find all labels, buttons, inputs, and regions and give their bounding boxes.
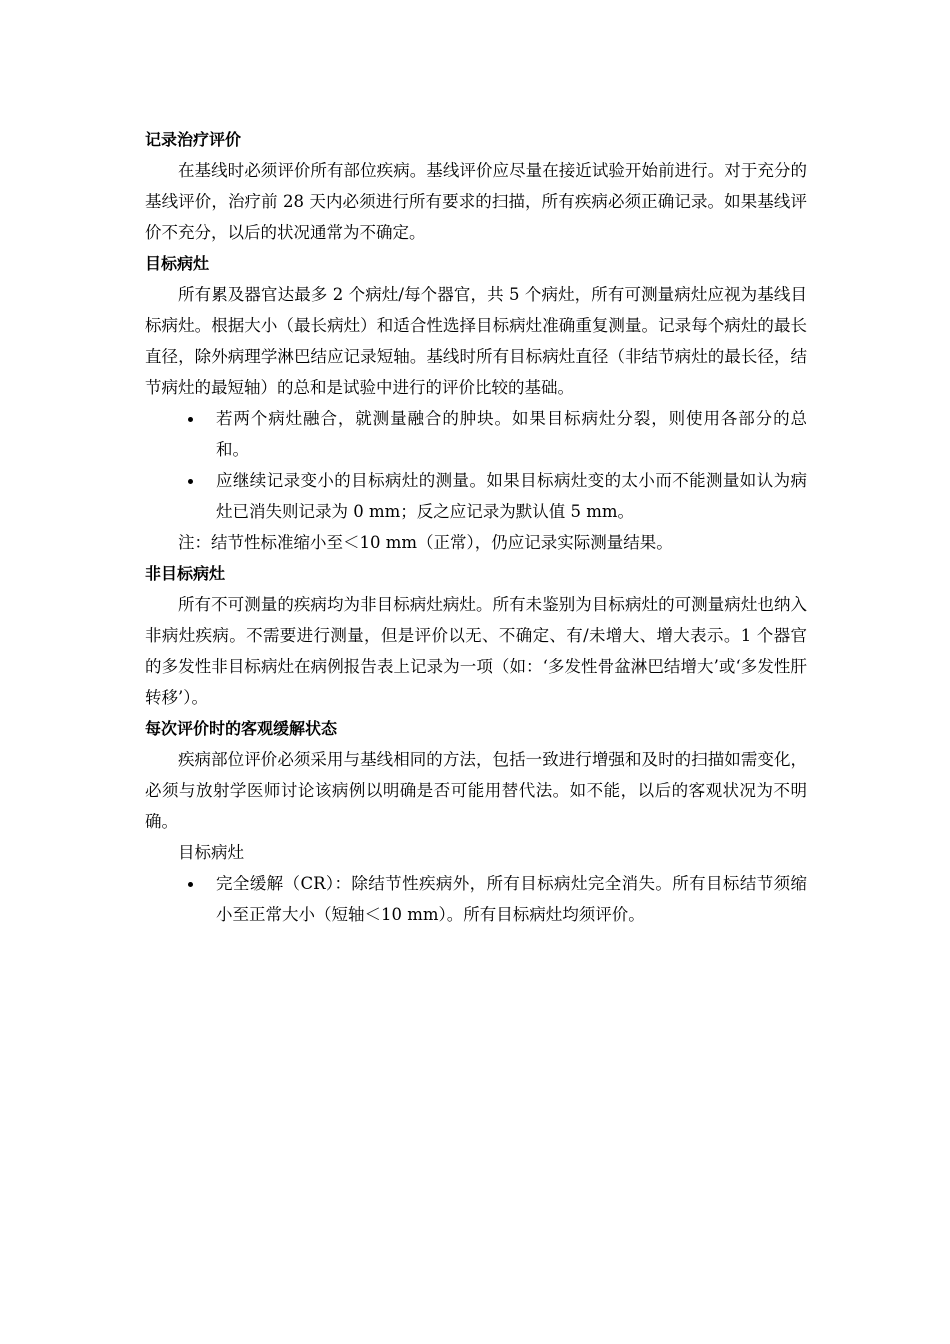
paragraph-non-target-lesions: 所有不可测量的疾病均为非目标病灶病灶。所有未鉴别为目标病灶的可测量病灶也纳入非病灶疾病。不需要进行测量，但是评价以无、不确定、有/未增大、增大表示。1 个器官的多发性非目标病灶在病例报告表上记录为一项（如：‘多发性骨盆淋巴结增大’或‘多发性肝转移’）。 bbox=[145, 595, 807, 707]
document-body bbox=[145, 124, 807, 930]
list-item bbox=[145, 465, 807, 527]
bullet-dot-icon bbox=[188, 417, 193, 422]
response-bullet-list bbox=[145, 868, 807, 930]
section-heading-non-target-lesions: 非目标病灶 bbox=[145, 564, 226, 583]
section-heading-target-lesions: 目标病灶 bbox=[145, 254, 210, 273]
target-lesion-bullet-list bbox=[145, 403, 807, 527]
paragraph-baseline-evaluation: 在基线时必须评价所有部位疾病。基线评价应尽量在接近试验开始前进行。对于充分的基线评价，治疗前 28 天内必须进行所有要求的扫描，所有疾病必须正确记录。如果基线评价不充分，以后的状况通常为不确定。 bbox=[145, 161, 807, 242]
list-item bbox=[145, 868, 807, 930]
note-nodal-measurement: 注：结节性标准缩小至＜10 mm（正常），仍应记录实际测量结果。 bbox=[178, 533, 673, 552]
bullet-dot-icon bbox=[188, 479, 193, 484]
paragraph-objective-response: 疾病部位评价必须采用与基线相同的方法，包括一致进行增强和及时的扫描如需变化，必须与放射学医师讨论该病例以明确是否可能用替代法。如不能，以后的客观状况为不明确。 bbox=[145, 750, 807, 831]
paragraph-target-lesions: 所有累及器官达最多 2 个病灶/每个器官，共 5 个病灶，所有可测量病灶应视为基线目标病灶。根据大小（最长病灶）和适合性选择目标病灶准确重复测量。记录每个病灶的最长直径，除外病理学淋巴结应记录短轴。基线时所有目标病灶直径（非结节病灶的最长径，结节病灶的最短轴）的总和是试验中进行的评价比较的基础。 bbox=[145, 285, 807, 397]
list-item bbox=[145, 403, 807, 465]
section-heading-record-evaluation: 记录治疗评价 bbox=[145, 130, 242, 149]
section-heading-objective-response: 每次评价时的客观缓解状态 bbox=[145, 719, 338, 738]
list-item-text: 若两个病灶融合，就测量融合的肿块。如果目标病灶分裂，则使用各部分的总和。 bbox=[216, 409, 807, 459]
list-item-text: 完全缓解（CR）：除结节性疾病外，所有目标病灶完全消失。所有目标结节须缩小至正常大小（短轴＜10 mm）。所有目标病灶均须评价。 bbox=[216, 874, 807, 924]
subheading-target-lesions: 目标病灶 bbox=[178, 843, 244, 862]
list-item-text: 应继续记录变小的目标病灶的测量。如果目标病灶变的太小而不能测量如认为病灶已消失则记录为 0 mm；反之应记录为默认值 5 mm。 bbox=[216, 471, 807, 521]
bullet-dot-icon bbox=[188, 882, 193, 887]
